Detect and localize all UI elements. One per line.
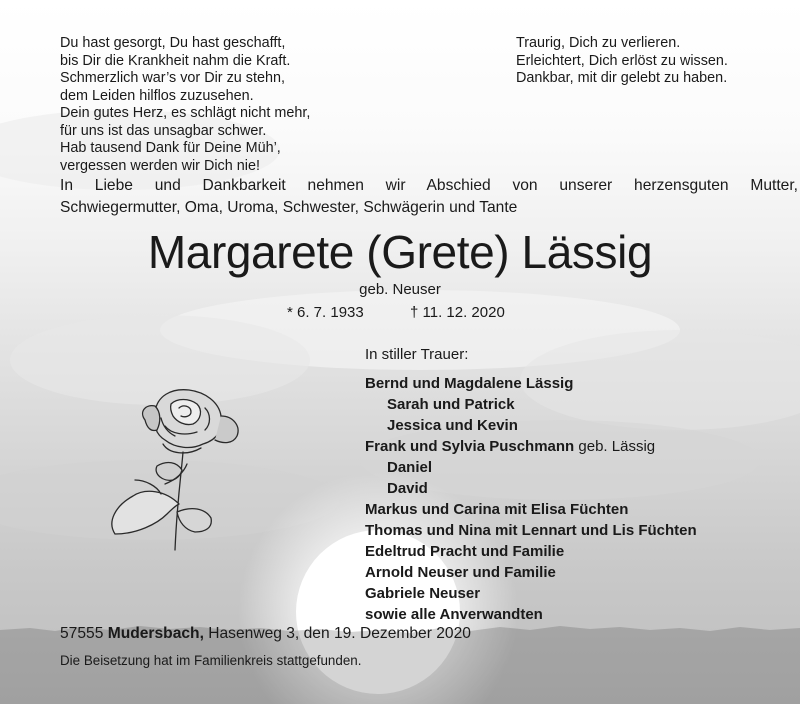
mourner-entry bbox=[365, 415, 697, 436]
poem-line: Erleichtert, Dich erlöst zu wissen. bbox=[516, 52, 728, 69]
deceased-name: Margarete (Grete) Lässig bbox=[147, 226, 653, 278]
poem-line: Du hast gesorgt, Du hast geschafft, bbox=[60, 35, 286, 51]
mourner-entry bbox=[365, 436, 697, 457]
mourners-lead: In stiller Trauer: bbox=[365, 346, 469, 363]
mourner-name: Thomas und Nina mit Lennart und Lis Füchten bbox=[365, 522, 697, 539]
poem-line: Dankbar, mit dir gelebt zu haben. bbox=[516, 70, 728, 86]
mourners-list bbox=[365, 344, 697, 625]
poem-line: bis Dir die Krankheit nahm die Kraft. bbox=[60, 52, 291, 69]
mourner-name: Gabriele Neuser bbox=[365, 585, 481, 602]
poem-right bbox=[516, 35, 728, 88]
mourner-name: sowie alle Anverwandten bbox=[365, 606, 543, 623]
mourner-name: Sarah und Patrick bbox=[387, 396, 515, 413]
mourner-entry bbox=[365, 394, 697, 415]
poem-line: Dein gutes Herz, es schlägt nicht mehr, bbox=[60, 105, 311, 121]
mourner-name: Frank und Sylvia Puschmann bbox=[365, 438, 575, 455]
birth-date: * 6. 7. 1933 bbox=[287, 304, 364, 321]
poem-line: für uns ist das unsagbar schwer. bbox=[60, 122, 267, 139]
death-date: † 11. 12. 2020 bbox=[410, 304, 505, 321]
street-and-date: Hasenweg 3, den 19. Dezember 2020 bbox=[208, 625, 471, 642]
place-and-date bbox=[60, 624, 471, 644]
town: Mudersbach, bbox=[107, 625, 204, 642]
mourner-entry bbox=[365, 373, 697, 394]
mourner-name: David bbox=[387, 480, 428, 497]
poem-left bbox=[60, 35, 310, 175]
mourner-entry bbox=[365, 520, 697, 541]
rose-icon bbox=[105, 382, 255, 554]
farewell-intro bbox=[60, 175, 798, 219]
mourner-entry bbox=[365, 562, 697, 583]
mourner-entry bbox=[365, 499, 697, 520]
intro-line-1: In Liebe und Dankbarkeit nehmen wir Abschied von unserer herzensguten Mutter, bbox=[60, 177, 798, 194]
mourner-entry bbox=[365, 583, 697, 604]
mourner-entry bbox=[365, 604, 697, 625]
mourner-name: Daniel bbox=[387, 459, 433, 476]
mourner-name: Markus und Carina mit Elisa Füchten bbox=[365, 501, 629, 518]
burial-note: Die Beisetzung hat im Familienkreis stattgefunden. bbox=[60, 653, 362, 668]
poem-line: dem Leiden hilflos zuzusehen. bbox=[60, 87, 254, 104]
mourner-name: Bernd und Magdalene Lässig bbox=[365, 375, 574, 392]
poem-line: Schmerzlich war’s vor Dir zu stehn, bbox=[60, 70, 285, 86]
poem-line: vergessen werden wir Dich nie! bbox=[60, 157, 260, 174]
zip-code: 57555 bbox=[60, 625, 104, 642]
poem-line: Traurig, Dich zu verlieren. bbox=[516, 35, 681, 51]
mourner-entry bbox=[365, 457, 697, 478]
intro-line-2: Schwiegermutter, Oma, Uroma, Schwester, Schwägerin und Tante bbox=[60, 199, 518, 216]
mourner-name: Arnold Neuser und Familie bbox=[365, 564, 556, 581]
maiden-name: geb. Neuser bbox=[359, 281, 441, 298]
mourner-suffix: geb. Lässig bbox=[574, 438, 656, 455]
mourner-entry bbox=[365, 541, 697, 562]
mourner-entry bbox=[365, 478, 697, 499]
mourner-name: Jessica und Kevin bbox=[387, 417, 518, 434]
mourner-name: Edeltrud Pracht und Familie bbox=[365, 543, 565, 560]
poem-line: Hab tausend Dank für Deine Müh’, bbox=[60, 140, 281, 156]
